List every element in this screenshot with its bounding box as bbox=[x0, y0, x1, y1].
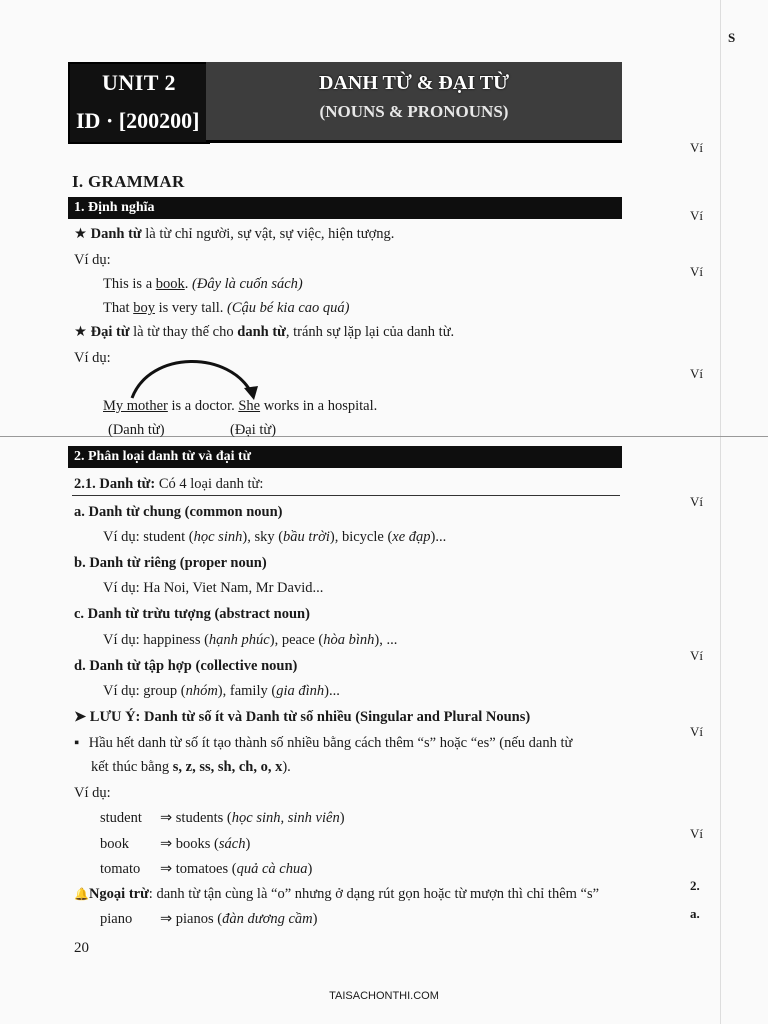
plural-row-piano bbox=[100, 911, 318, 928]
margin-vi-8: Ví bbox=[690, 208, 703, 223]
row-end: ) bbox=[339, 810, 345, 826]
unit-box bbox=[68, 62, 210, 144]
plural-rule-line-2 bbox=[91, 759, 291, 776]
ex3-pronoun: She bbox=[238, 398, 261, 414]
star-icon: ★ bbox=[74, 226, 87, 242]
a-ex-pre: Ví dụ: student ( bbox=[103, 529, 194, 545]
exception-text: : danh từ tận cùng là “o” nhưng ở dạng rút gọn hoặc từ mượn thì chỉ thêm “s” bbox=[148, 886, 600, 902]
plural-row-tomato bbox=[100, 861, 312, 878]
ex1-translation: (Đây là cuốn sách) bbox=[192, 276, 303, 292]
margin-vi-6: Ví bbox=[690, 724, 703, 739]
row-translation: sách bbox=[218, 836, 246, 852]
ex1-word: book bbox=[155, 276, 185, 292]
rule1-text: Hầu hết danh từ số ít tạo thành số nhiều bằng cách thêm “s” hoặc “es” (nếu danh từ bbox=[88, 735, 573, 751]
ex3-mid: is a doctor. bbox=[167, 398, 239, 414]
d-ex-end: )... bbox=[324, 683, 340, 699]
c-ex-t2: hòa bình bbox=[323, 632, 375, 648]
ex2-post: is very tall. bbox=[154, 300, 228, 316]
rule-line bbox=[72, 495, 620, 496]
ex2-pre: That bbox=[103, 300, 134, 316]
ex1-pre: This is a bbox=[103, 276, 156, 292]
margin-vi-4: Ví bbox=[690, 494, 703, 509]
row-translation: đàn dương cầm bbox=[222, 911, 313, 927]
part1-heading: 1. Định nghĩa bbox=[68, 197, 622, 219]
page-number: 20 bbox=[74, 940, 89, 956]
type-a-title: a. Danh từ chung (common noun) bbox=[74, 504, 283, 520]
unit-label: UNIT 2 bbox=[101, 70, 177, 95]
row-arrow: ⇒ pianos ( bbox=[160, 911, 223, 927]
c-ex-pre: Ví dụ: happiness ( bbox=[103, 632, 209, 648]
a-ex-m2: ), bicycle ( bbox=[329, 529, 393, 545]
a-ex-t2: bầu trời bbox=[283, 529, 330, 545]
margin-vi-3: Ví bbox=[690, 366, 703, 381]
title-band bbox=[206, 62, 622, 143]
exception-line bbox=[74, 886, 599, 903]
margin-a: a. bbox=[690, 906, 700, 921]
pron-def-2: , tránh sự lặp lại của danh từ. bbox=[285, 324, 455, 340]
page-subtitle: (NOUNS & PRONOUNS) bbox=[319, 102, 509, 121]
ex2-word: boy bbox=[133, 300, 155, 316]
plural-row-student bbox=[100, 810, 345, 827]
bullet-icon: ▪ bbox=[74, 735, 80, 751]
unit-id: ID · [200200] bbox=[76, 108, 200, 133]
margin-s: S bbox=[728, 30, 736, 45]
type-a-example bbox=[103, 529, 446, 546]
footer-watermark: TAISACHONTHI.COM bbox=[329, 990, 439, 1002]
noun-term: Danh từ bbox=[90, 226, 142, 242]
note-heading: ➤ LƯU Ý: Danh từ số ít và Danh từ số nhiều (Singular and Plural Nouns) bbox=[74, 709, 531, 725]
star-icon: ★ bbox=[74, 324, 87, 340]
plural-row-book bbox=[100, 836, 250, 853]
type-b-title: b. Danh từ riêng (proper noun) bbox=[74, 555, 267, 571]
row-word: tomato bbox=[100, 861, 141, 877]
part2-heading: 2. Phân loại danh từ và đại từ bbox=[68, 446, 622, 468]
a-ex-t1: học sinh bbox=[193, 529, 243, 545]
example-3 bbox=[103, 398, 377, 415]
row-arrow: ⇒ tomatoes ( bbox=[160, 861, 237, 877]
d-ex-t2: gia đình bbox=[276, 683, 325, 699]
row-end: ) bbox=[245, 836, 251, 852]
row-word: student bbox=[100, 810, 142, 826]
c-ex-m1: ), peace ( bbox=[269, 632, 324, 648]
example-label: Ví dụ: bbox=[74, 252, 111, 268]
row-end: ) bbox=[312, 911, 318, 927]
rule2-end: ). bbox=[282, 759, 291, 775]
example-2 bbox=[103, 300, 349, 317]
row-translation: học sinh, sinh viên bbox=[231, 810, 340, 826]
margin-vi-2: Ví bbox=[690, 264, 703, 279]
exception-label: Ngoại trừ bbox=[88, 886, 149, 902]
noun-definition bbox=[74, 226, 394, 243]
type-d-title: d. Danh từ tập hợp (collective noun) bbox=[74, 658, 298, 674]
sub-rest: Có 4 loại danh từ: bbox=[155, 476, 264, 492]
d-ex-t1: nhóm bbox=[185, 683, 218, 699]
type-c-title: c. Danh từ trừu tượng (abstract noun) bbox=[74, 606, 310, 622]
c-ex-end: ), ... bbox=[374, 632, 398, 648]
rule2-pre: kết thúc bằng bbox=[91, 759, 173, 775]
subsection-2-1 bbox=[74, 476, 263, 493]
row-word: piano bbox=[100, 911, 133, 927]
type-b-example: Ví dụ: Ha Noi, Viet Nam, Mr David... bbox=[103, 580, 324, 596]
pron-def-1: là từ thay thế cho bbox=[129, 324, 238, 340]
a-ex-t3: xe đạp bbox=[392, 529, 431, 545]
ex2-translation: (Cậu bé kia cao quá) bbox=[227, 300, 350, 316]
ex3-post: works in a hospital. bbox=[260, 398, 378, 414]
ex3-noun: My mother bbox=[103, 398, 168, 414]
c-ex-t1: hạnh phúc bbox=[208, 632, 270, 648]
d-ex-pre: Ví dụ: group ( bbox=[103, 683, 186, 699]
label-noun: (Danh từ) bbox=[108, 422, 165, 438]
label-pronoun: (Đại từ) bbox=[230, 422, 277, 438]
page-title: DANH TỪ & ĐẠI TỪ bbox=[318, 72, 509, 94]
plural-rule-line-1 bbox=[74, 735, 572, 752]
section-heading: I. GRAMMAR bbox=[72, 172, 185, 191]
pron-def-bold: danh từ bbox=[237, 324, 286, 340]
pronoun-term: Đại từ bbox=[90, 324, 130, 340]
page-fold-line bbox=[720, 0, 721, 1024]
pronoun-definition bbox=[74, 324, 454, 341]
example-1 bbox=[103, 276, 303, 293]
rule2-endings: s, z, ss, sh, ch, o, x bbox=[172, 759, 283, 775]
row-end: ) bbox=[307, 861, 313, 877]
row-word: book bbox=[100, 836, 129, 852]
margin-vi-7: Ví bbox=[690, 826, 703, 841]
row-arrow: ⇒ books ( bbox=[160, 836, 219, 852]
row-translation: quả cà chua bbox=[236, 861, 308, 877]
a-ex-end: )... bbox=[430, 529, 447, 545]
margin-vi-5: Ví bbox=[690, 648, 703, 663]
example-label-2: Ví dụ: bbox=[74, 350, 111, 366]
a-ex-m1: ), sky ( bbox=[242, 529, 284, 545]
sub-title: 2.1. Danh từ: bbox=[74, 476, 156, 492]
example-label-3: Ví dụ: bbox=[74, 785, 111, 801]
margin-section: 2. bbox=[690, 878, 700, 893]
ex1-post: . bbox=[184, 276, 193, 292]
noun-def-text: là từ chỉ người, sự vật, sự việc, hiện tượng. bbox=[141, 226, 395, 242]
margin-vi-1: Ví bbox=[690, 140, 703, 155]
type-c-example bbox=[103, 632, 397, 649]
type-d-example bbox=[103, 683, 340, 700]
d-ex-m1: ), family ( bbox=[217, 683, 277, 699]
reference-arrow-icon bbox=[120, 350, 270, 402]
row-arrow: ⇒ students ( bbox=[160, 810, 232, 826]
bell-icon: 🔔 bbox=[74, 887, 89, 901]
